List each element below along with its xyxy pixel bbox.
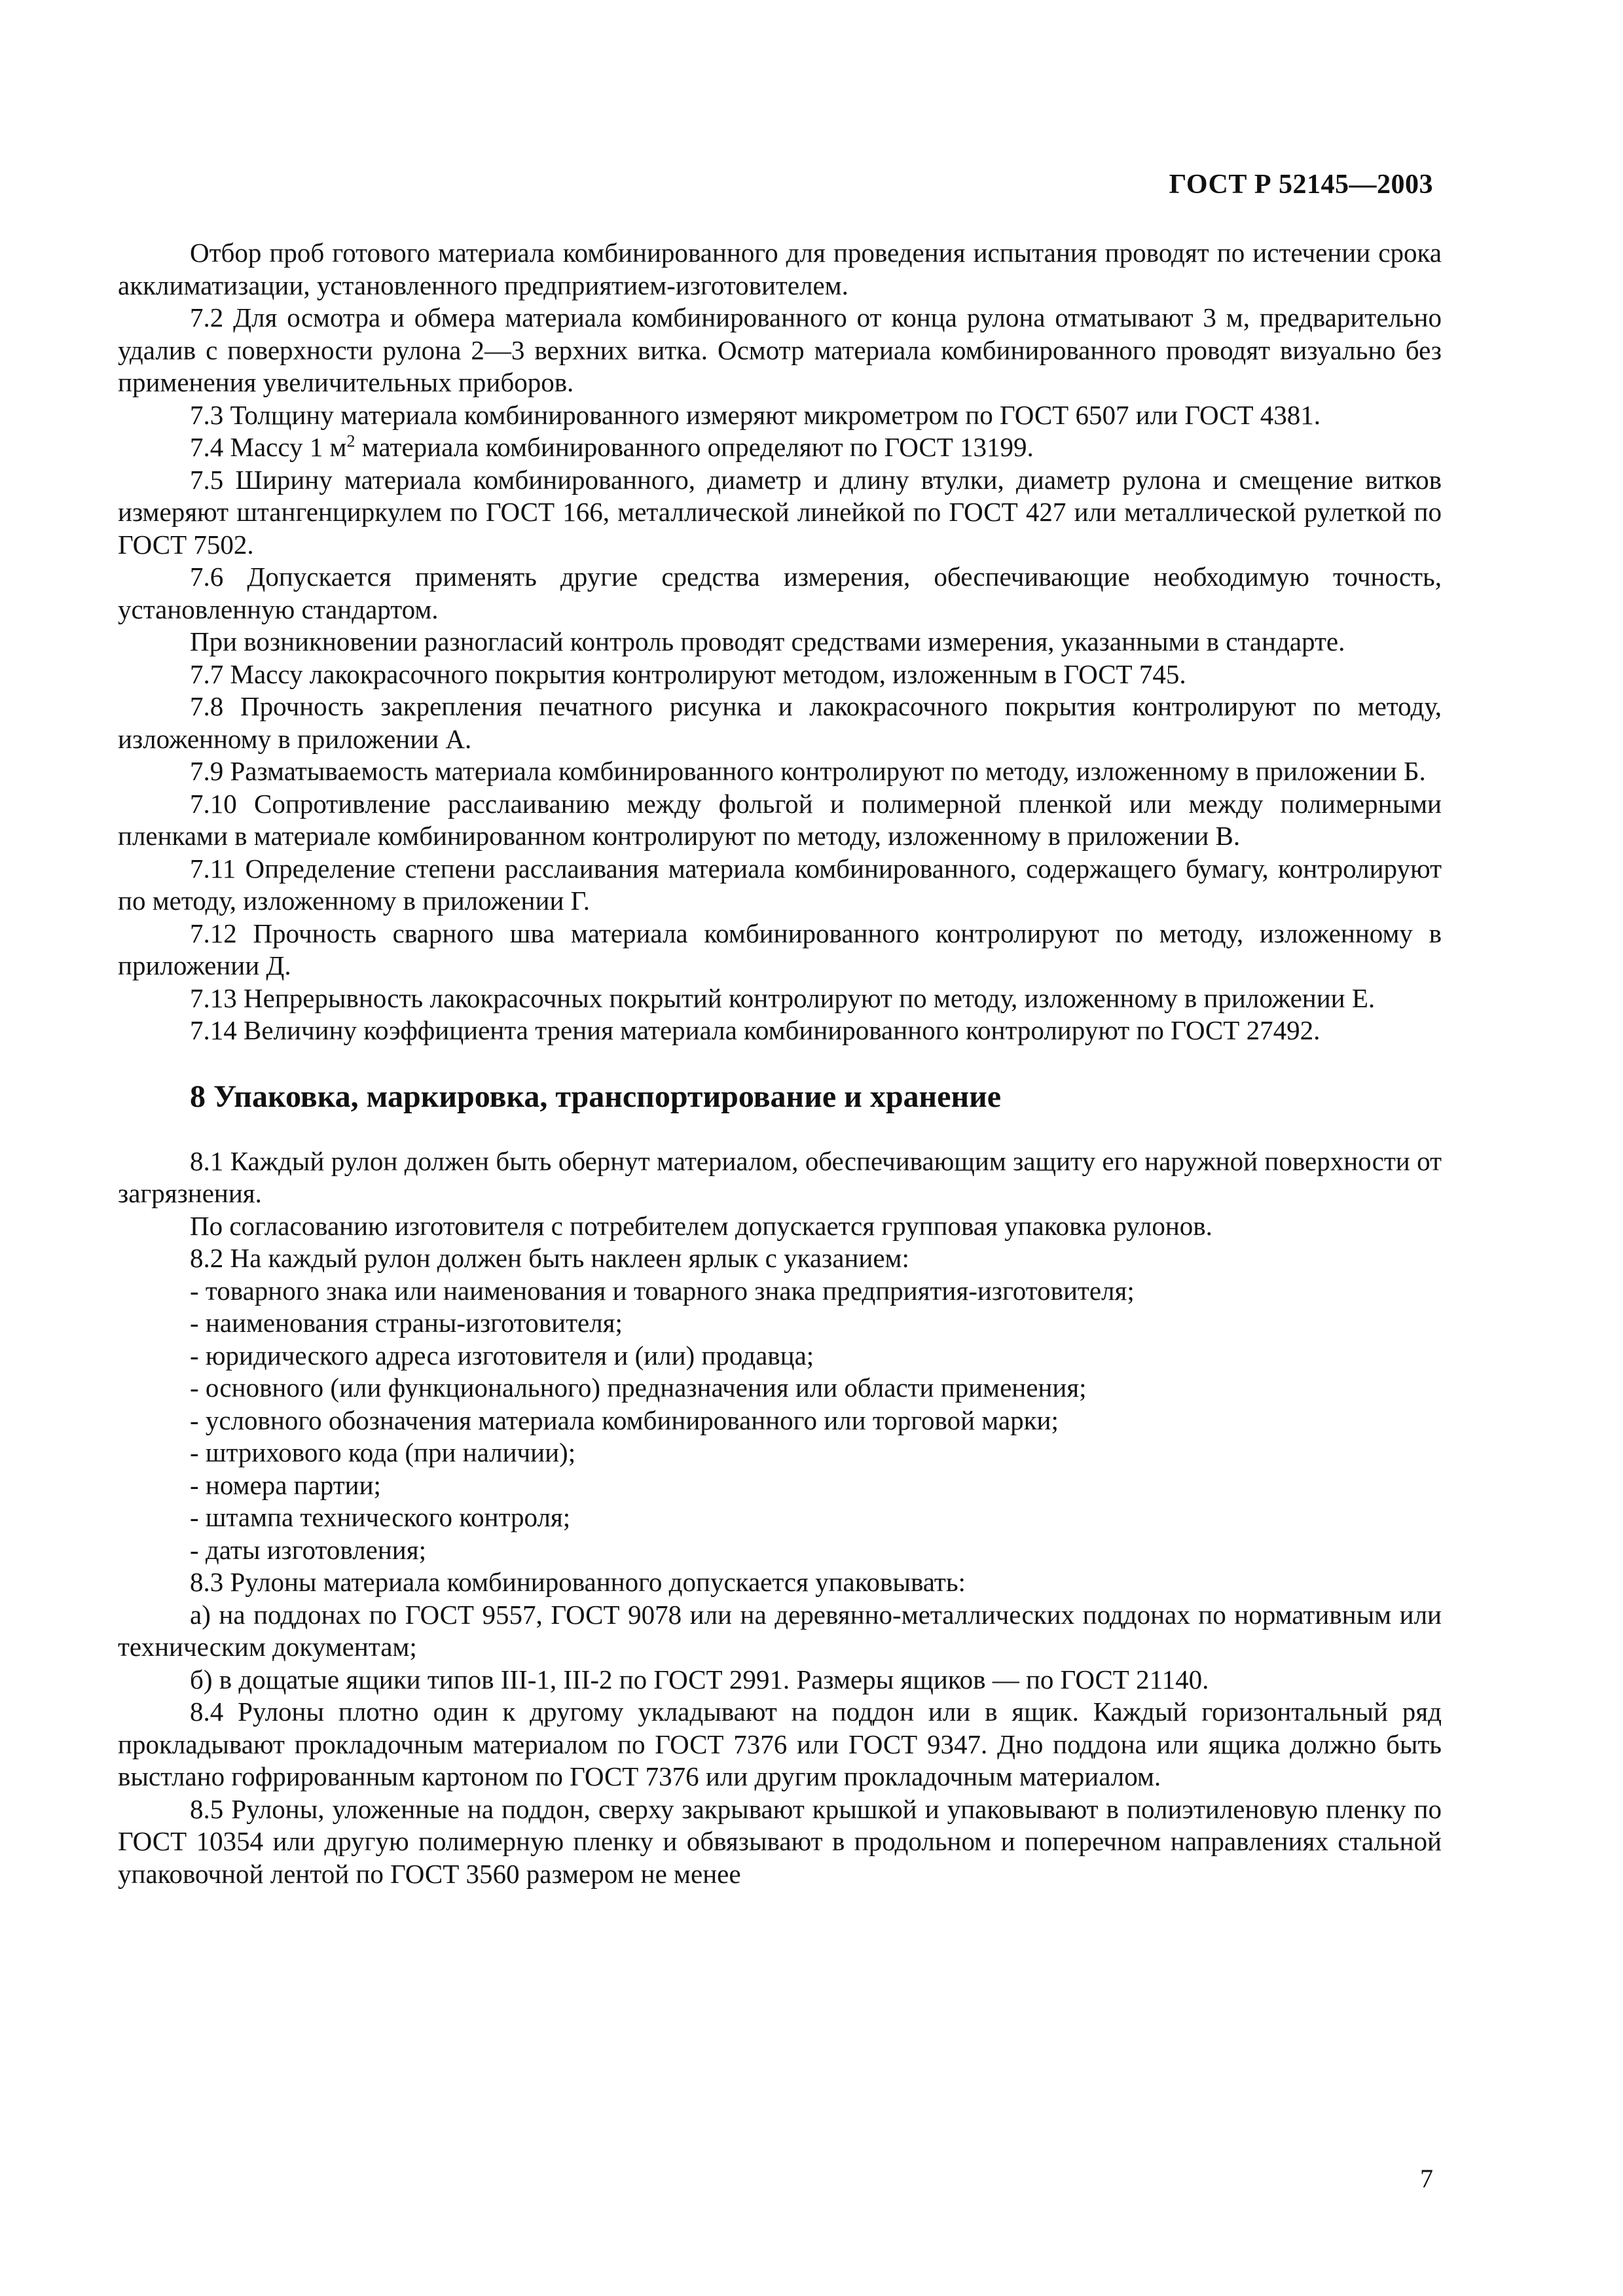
paragraph-8-5: 8.5 Рулоны, уложенные на поддон, сверху закрывают крышкой и упаковывают в полиэтиленовую пленку по ГОСТ 10354 или другую полимерную пленку и обвязывают в продольном и поперечном направлениях стальной упаковочной лентой по ГОСТ 3560 размером не менее (118, 1793, 1442, 1889)
paragraph-8-1: 8.1 Каждый рулон должен быть обернут материалом, обеспечивающим защиту его наружной поверхности от загрязнения. (118, 1145, 1442, 1208)
document-body (118, 237, 1442, 1890)
paragraph-7-12: 7.12 Прочность сварного шва материала комбинированного контролируют по методу, изложенному в приложении Д. (118, 918, 1442, 980)
list-item: - номера партии; (190, 1469, 381, 1500)
list-item: - товарного знака или наименования и товарного знака предприятия-изготовителя; (190, 1275, 1135, 1306)
paragraph-7-5: 7.5 Ширину материала комбинированного, диаметр и длину втулки, диаметр рулона и смещение витков измеряют штангенциркулем по ГОСТ 166, металлической линейкой по ГОСТ 427 или металлической рулеткой по ГОСТ 7502. (118, 464, 1442, 560)
list-item: - условного обозначения материала комбинированного или торговой марки; (190, 1405, 1059, 1435)
list-item: - штампа технического контроля; (190, 1502, 571, 1532)
paragraph: Отбор проб готового материала комбинированного для проведения испытания проводят по истечении срока акклиматизации, установленного предприятием-изготовителем. (118, 238, 1442, 300)
list-item: - даты изготовления; (190, 1534, 426, 1565)
paragraph-8-3: 8.3 Рулоны материала комбинированного допускается упаковывать: (190, 1567, 966, 1597)
paragraph-7-4-end: материала комбинированного определяют по ГОСТ 13199. (355, 432, 1034, 462)
list-item: - штрихового кода (при наличии); (190, 1437, 576, 1467)
list-item: - основного (или функционального) предназначения или области применения; (190, 1372, 1087, 1403)
paragraph-7-14: 7.14 Величину коэффициента трения материала комбинированного контролируют по ГОСТ 27492. (190, 1015, 1321, 1045)
paragraph-8-1b: По согласованию изготовителя с потребителем допускается групповая упаковка рулонов. (190, 1210, 1213, 1241)
paragraph-7-6b: При возникновении разногласий контроль проводят средствами измерения, указанными в стандарте. (190, 626, 1345, 656)
page-header: ГОСТ Р 52145—2003 (1169, 170, 1433, 200)
paragraph-7-4-start: 7.4 Массу 1 м (190, 432, 347, 462)
paragraph-7-7: 7.7 Массу лакокрасочного покрытия контролируют методом, изложенным в ГОСТ 745. (190, 658, 1186, 689)
list-item: - наименования страны-изготовителя; (190, 1308, 623, 1338)
paragraph-7-13: 7.13 Непрерывность лакокрасочных покрытий контролируют по методу, изложенному в приложении Е. (190, 982, 1376, 1013)
paragraph-7-3: 7.3 Толщину материала комбинированного измеряют микрометром по ГОСТ 6507 или ГОСТ 4381. (190, 399, 1321, 430)
paragraph-7-11: 7.11 Определение степени расслаивания материала комбинированного, содержащего бумагу, контролируют по методу, изложенному в приложении Г. (118, 853, 1442, 916)
list-item: - юридического адреса изготовителя и (или) продавца; (190, 1340, 814, 1371)
page-number: 7 (1420, 2164, 1433, 2193)
paragraph-8-3b: б) в дощатые ящики типов III-1, III-2 по ГОСТ 2991. Размеры ящиков — по ГОСТ 21140. (190, 1664, 1209, 1695)
superscript: 2 (346, 431, 356, 451)
paragraph-7-9: 7.9 Разматываемость материала комбинированного контролируют по методу, изложенному в приложении Б. (190, 756, 1426, 786)
paragraph-7-10: 7.10 Сопротивление расслаиванию между фольгой и полимерной пленкой или между полимерными пленками в материале комбинированном контролируют по методу, изложенному в приложении В. (118, 788, 1442, 851)
paragraph-7-8: 7.8 Прочность закрепления печатного рисунка и лакокрасочного покрытия контролируют по методу, изложенному в приложении А. (118, 691, 1442, 754)
section-heading: 8 Упаковка, маркировка, транспортирование и хранение (190, 1079, 1002, 1114)
paragraph-7-2: 7.2 Для осмотра и обмера материала комбинированного от конца рулона отматывают 3 м, предварительно удалив с поверхности рулона 2—3 верхних витка. Осмотр материала комбинированного проводят визуально без применения увеличительных приборов. (118, 302, 1442, 397)
paragraph-8-3a: а) на поддонах по ГОСТ 9557, ГОСТ 9078 или на деревянно-металлических поддонах по нормативным или техническим документам; (118, 1599, 1442, 1662)
paragraph-7-4 (118, 431, 1442, 464)
paragraph-8-2: 8.2 На каждый рулон должен быть наклеен ярлык с указанием: (190, 1243, 909, 1273)
paragraph-8-4: 8.4 Рулоны плотно один к другому укладывают на поддон или в ящик. Каждый горизонтальный ряд прокладывают прокладочным материалом по ГОСТ 7376 или ГОСТ 9347. Дно поддона или ящика должно быть выстлано гофрированным картоном по ГОСТ 7376 или другим прокладочным материалом. (118, 1696, 1442, 1791)
paragraph-7-6: 7.6 Допускается применять другие средства измерения, обеспечивающие необходимую точность, установленную стандартом. (118, 562, 1442, 624)
